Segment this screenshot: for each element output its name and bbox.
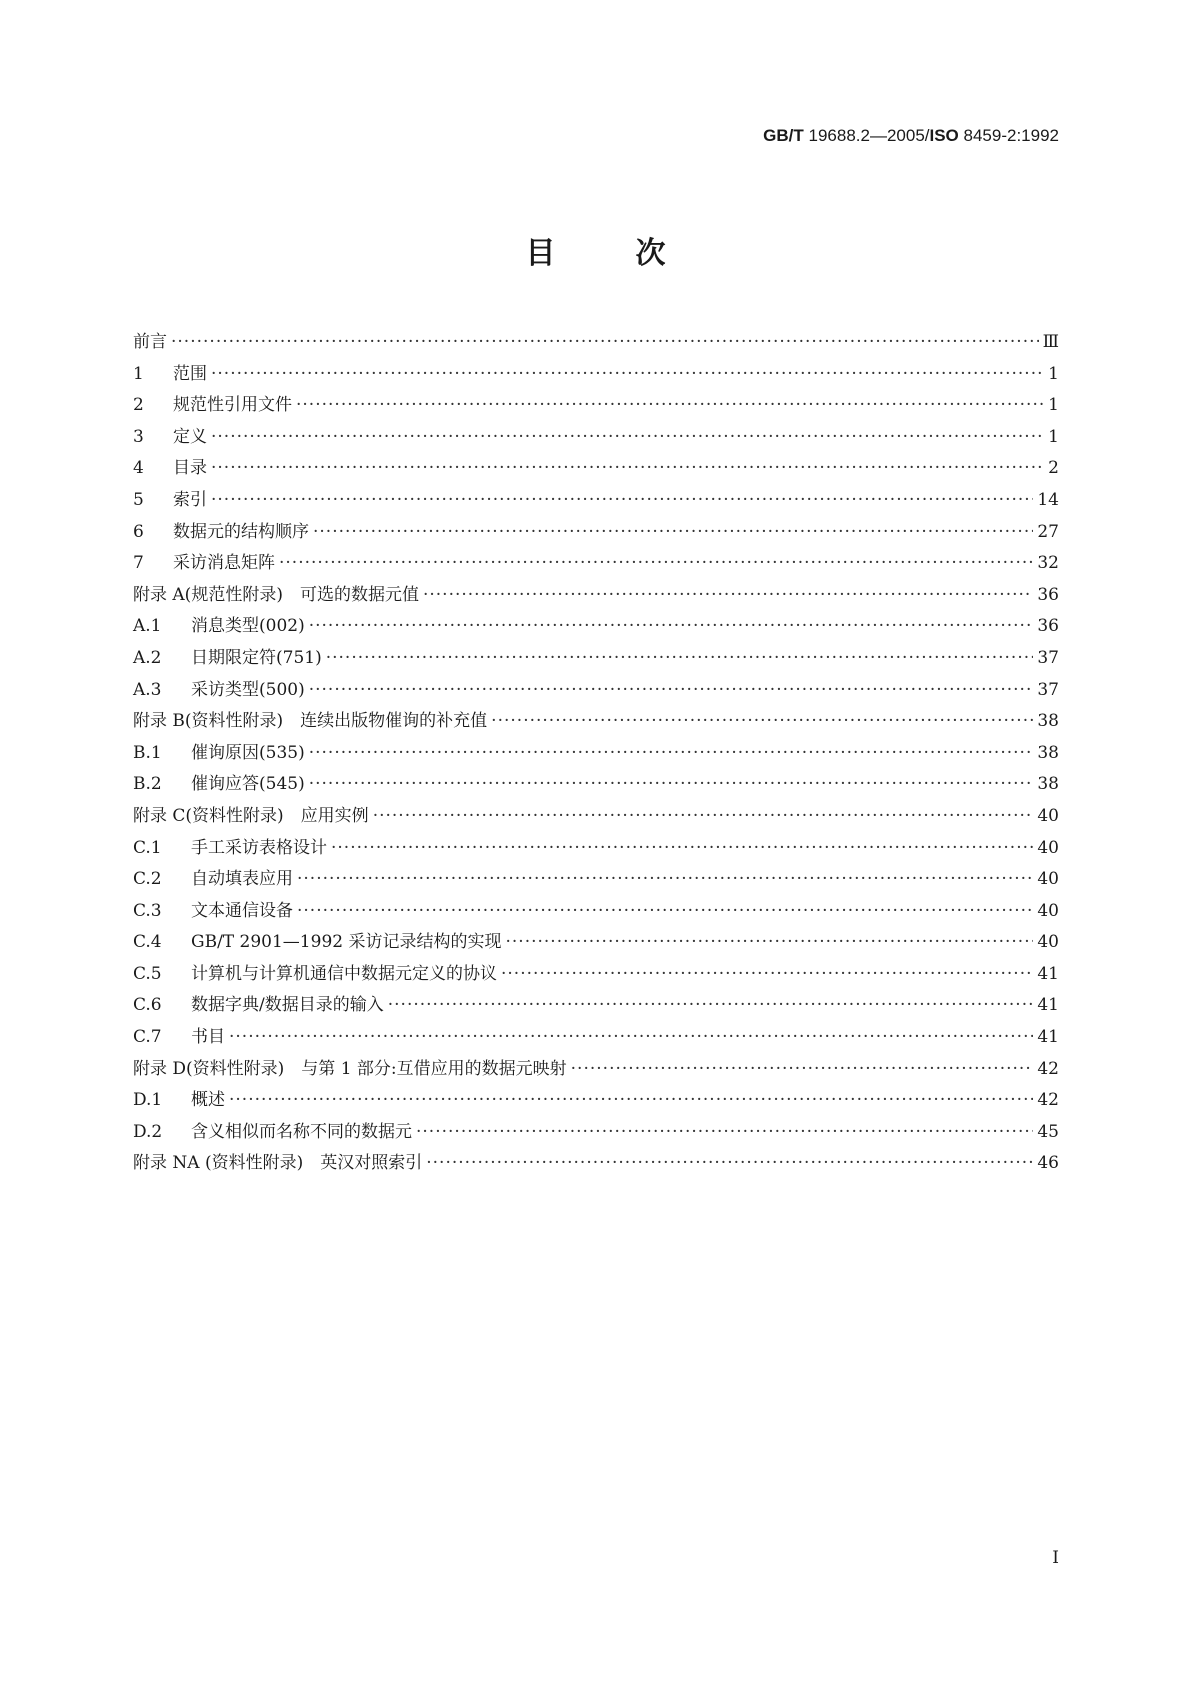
toc-entry[interactable] [133, 896, 1059, 928]
toc-entry-page: 41 [1037, 1027, 1059, 1048]
toc-entry-label [133, 1085, 225, 1110]
toc-entry-title: 附录 B(资料性附录) 连续出版物催询的补充值 [133, 711, 488, 732]
toc-entry-label [133, 959, 497, 984]
toc-entry-page: 38 [1037, 742, 1059, 763]
toc-entry-label [133, 643, 322, 668]
toc-entry-title: 概述 [191, 1090, 225, 1111]
toc-entry-title: 前言 [133, 332, 167, 352]
std-code-iso: ISO [929, 126, 959, 145]
toc-entry-label [133, 422, 207, 447]
toc-entry-page: 40 [1037, 869, 1059, 890]
toc-entry-number: 5 [133, 489, 144, 510]
toc-entry-label [133, 864, 293, 889]
toc-entry-page: 42 [1037, 1090, 1059, 1111]
toc-entry[interactable] [133, 1148, 1059, 1180]
toc-entry-title: 附录 C(资料性附录) 应用实例 [133, 805, 369, 826]
toc-leader-dots [313, 522, 1033, 542]
toc-entry-title: GB/T 2901—1992 采访记录结构的实现 [191, 932, 502, 953]
toc-entry-title: 日期限定符(751) [191, 647, 322, 668]
toc-leader-dots [279, 553, 1033, 573]
page-number: I [1052, 1548, 1059, 1568]
toc-entry[interactable] [133, 327, 1059, 359]
toc-leader-dots [297, 901, 1033, 921]
toc-entry-number: D.2 [133, 1121, 163, 1142]
toc-entry-label [133, 453, 207, 478]
toc-entry[interactable] [133, 1054, 1059, 1086]
toc-entry-title: 计算机与计算机通信中数据元定义的协议 [191, 963, 497, 984]
toc-leader-dots [501, 964, 1033, 984]
toc-leader-dots [229, 1090, 1033, 1110]
toc-entry-label [133, 485, 207, 510]
toc-entry-number: 2 [133, 395, 144, 416]
toc-leader-dots [211, 427, 1043, 447]
toc-entry-page: Ⅲ [1042, 332, 1059, 352]
toc-entry[interactable] [133, 927, 1059, 959]
toc-entry-page: 36 [1037, 584, 1059, 605]
standard-code [763, 126, 1059, 146]
toc-entry-label [133, 927, 501, 952]
toc-entry-number: 3 [133, 426, 144, 447]
toc-entry-number: C.6 [133, 995, 162, 1016]
toc-leader-dots [571, 1059, 1034, 1079]
toc-entry[interactable] [133, 801, 1059, 833]
toc-entry-page: 1 [1048, 395, 1059, 416]
toc-entry-label [133, 327, 167, 352]
toc-entry[interactable] [133, 580, 1059, 612]
toc-entry-title: 书目 [191, 1027, 225, 1048]
toc-leader-dots [211, 490, 1033, 510]
toc-leader-dots [309, 743, 1034, 763]
toc-entry[interactable] [133, 1022, 1059, 1054]
toc-entry-label [133, 517, 309, 542]
toc-entry-number: B.2 [133, 774, 162, 795]
toc-entry-title: 范围 [173, 363, 207, 384]
toc-entry-title: 规范性引用文件 [173, 395, 292, 416]
toc-leader-dots [423, 585, 1033, 605]
toc-leader-dots [309, 774, 1034, 794]
toc-leader-dots [211, 458, 1043, 478]
toc-leader-dots [416, 1122, 1033, 1142]
toc-entry-title: 催询应答(545) [191, 774, 305, 795]
toc-entry-page: 38 [1037, 774, 1059, 795]
toc-entry[interactable] [133, 453, 1059, 485]
toc-entry-label [133, 611, 305, 636]
toc-entry-label [133, 675, 305, 700]
toc-entry-label [133, 359, 207, 384]
toc-entry[interactable] [133, 675, 1059, 707]
toc-entry-page: 40 [1037, 837, 1059, 858]
toc-entry-label [133, 801, 369, 826]
toc-entry-page: 37 [1037, 647, 1059, 668]
toc-leader-dots [505, 932, 1033, 952]
toc-entry[interactable] [133, 643, 1059, 675]
toc-leader-dots [491, 711, 1033, 731]
toc-entry-title: 催询原因(535) [191, 742, 305, 763]
toc-entry-page: 1 [1048, 363, 1059, 384]
toc-entry-title: 自动填表应用 [191, 869, 293, 890]
toc-entry-label [133, 548, 275, 573]
toc-entry-title: 含义相似而名称不同的数据元 [191, 1121, 412, 1142]
toc-leader-dots [309, 680, 1034, 700]
table-of-contents [133, 327, 1059, 1180]
toc-entry[interactable] [133, 1085, 1059, 1117]
toc-entry-title: 数据元的结构顺序 [173, 521, 309, 542]
toc-entry-label [133, 990, 384, 1015]
toc-entry[interactable] [133, 390, 1059, 422]
toc-entry-number: B.1 [133, 742, 162, 763]
toc-leader-dots [373, 806, 1034, 826]
toc-leader-dots [388, 995, 1034, 1015]
toc-entry-page: 41 [1037, 995, 1059, 1016]
toc-entry-page: 1 [1048, 426, 1059, 447]
std-code-prefix: GB/T [763, 126, 804, 145]
toc-entry-page: 42 [1037, 1058, 1059, 1079]
toc-entry-number: A.2 [133, 647, 162, 668]
std-code-number: 19688.2—2005/ [803, 126, 930, 145]
toc-entry-title: 附录 D(资料性附录) 与第 1 部分:互借应用的数据元映射 [133, 1058, 567, 1079]
toc-entry[interactable] [133, 738, 1059, 770]
toc-leader-dots [229, 1027, 1033, 1047]
toc-entry-number: 7 [133, 553, 144, 574]
toc-entry-title: 附录 A(规范性附录) 可选的数据元值 [133, 584, 419, 605]
toc-entry[interactable] [133, 959, 1059, 991]
page-title [0, 228, 1191, 272]
toc-entry-number: A.1 [133, 616, 162, 637]
toc-entry-label [133, 769, 305, 794]
toc-entry[interactable] [133, 990, 1059, 1022]
toc-entry-number: C.3 [133, 900, 162, 921]
toc-entry-number: 1 [133, 363, 144, 384]
toc-entry[interactable] [133, 422, 1059, 454]
toc-entry[interactable] [133, 1117, 1059, 1149]
toc-entry-page: 40 [1037, 805, 1059, 826]
toc-entry-page: 37 [1037, 679, 1059, 700]
toc-entry-title: 目录 [173, 458, 207, 479]
toc-entry-label [133, 833, 327, 858]
toc-entry[interactable] [133, 769, 1059, 801]
toc-entry-title: 定义 [173, 426, 207, 447]
toc-entry-page: 46 [1037, 1153, 1059, 1174]
toc-entry-page: 40 [1037, 932, 1059, 953]
toc-entry-title: 消息类型(002) [191, 616, 305, 637]
toc-entry-title: 文本通信设备 [191, 900, 293, 921]
toc-entry-number: C.5 [133, 963, 162, 984]
toc-entry[interactable] [133, 359, 1059, 391]
toc-entry-page: 14 [1037, 489, 1059, 510]
toc-leader-dots [426, 1153, 1033, 1173]
toc-entry-number: 4 [133, 458, 144, 479]
toc-entry[interactable] [133, 548, 1059, 580]
toc-leader-dots [171, 332, 1039, 352]
toc-leader-dots [326, 648, 1034, 668]
title-char-2: 次 [635, 236, 666, 271]
toc-entry-page: 2 [1048, 458, 1059, 479]
toc-entry-page: 40 [1037, 900, 1059, 921]
toc-entry-number: C.1 [133, 837, 162, 858]
toc-entry-page: 27 [1037, 521, 1059, 542]
toc-entry-page: 45 [1037, 1121, 1059, 1142]
toc-entry-label [133, 738, 305, 763]
toc-entry-number: C.7 [133, 1027, 162, 1048]
toc-entry[interactable] [133, 485, 1059, 517]
toc-entry-title: 采访类型(500) [191, 679, 305, 700]
toc-entry-title: 数据字典/数据目录的输入 [191, 995, 384, 1016]
std-code-iso-number: 8459-2:1992 [958, 126, 1059, 145]
toc-entry[interactable] [133, 706, 1059, 738]
toc-leader-dots [309, 616, 1034, 636]
toc-entry-title: 手工采访表格设计 [191, 837, 327, 858]
toc-entry-number: C.2 [133, 869, 162, 890]
toc-entry-number: C.4 [133, 932, 162, 953]
toc-entry-number: 6 [133, 521, 144, 542]
toc-entry-label [133, 896, 293, 921]
toc-entry[interactable] [133, 864, 1059, 896]
toc-entry-number: A.3 [133, 679, 162, 700]
toc-entry-title: 附录 NA (资料性附录) 英汉对照索引 [133, 1153, 423, 1174]
title-char-1: 目 [525, 236, 556, 271]
toc-entry-label [133, 1117, 412, 1142]
toc-entry-page: 32 [1037, 553, 1059, 574]
toc-entry-label [133, 1148, 422, 1173]
toc-entry-number: D.1 [133, 1090, 163, 1111]
toc-entry[interactable] [133, 517, 1059, 549]
toc-entry-label [133, 1022, 225, 1047]
toc-leader-dots [296, 395, 1043, 415]
toc-entry-label [133, 390, 292, 415]
toc-entry-page: 36 [1037, 616, 1059, 637]
toc-entry-title: 索引 [173, 489, 207, 510]
toc-leader-dots [331, 838, 1033, 858]
toc-entry-label [133, 1054, 567, 1079]
toc-entry[interactable] [133, 833, 1059, 865]
toc-entry-title: 采访消息矩阵 [173, 553, 275, 574]
toc-entry-label [133, 580, 419, 605]
toc-entry-label [133, 706, 487, 731]
toc-entry-page: 38 [1037, 711, 1059, 732]
toc-leader-dots [297, 869, 1033, 889]
toc-entry-page: 41 [1037, 963, 1059, 984]
toc-entry[interactable] [133, 611, 1059, 643]
toc-leader-dots [211, 364, 1043, 384]
